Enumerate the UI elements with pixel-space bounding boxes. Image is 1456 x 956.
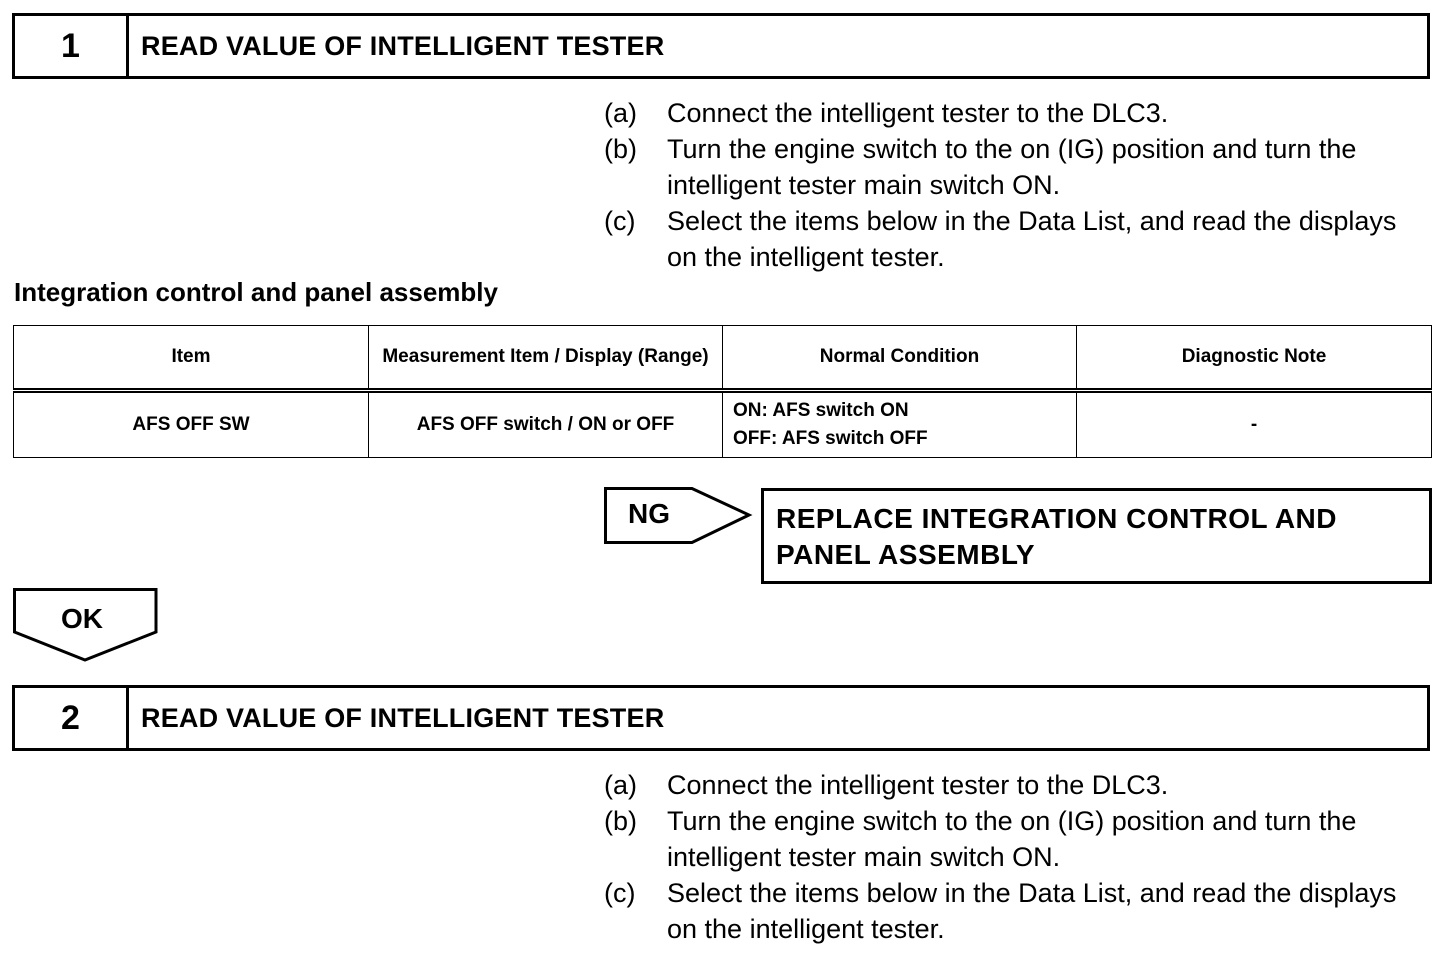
normal-condition-line-2: OFF: AFS switch OFF <box>733 428 928 449</box>
ng-label: NG <box>628 498 670 529</box>
normal-condition-line-1: ON: AFS switch ON <box>733 400 909 421</box>
ng-result-line-2: PANEL ASSEMBLY <box>776 539 1036 570</box>
instruction-label: (a) <box>604 98 637 128</box>
cell-normal-condition <box>723 391 1077 458</box>
step-1-number: 1 <box>15 16 129 76</box>
ok-label: OK <box>61 603 103 634</box>
ng-arrow-shape <box>604 487 754 545</box>
instruction-label: (b) <box>604 134 637 164</box>
step-1-title: READ VALUE OF INTELLIGENT TESTER <box>141 30 665 61</box>
ng-arrow <box>604 487 754 550</box>
cell-diagnostic-note: - <box>1077 391 1432 458</box>
ok-arrow <box>13 588 159 669</box>
instruction-text: Turn the engine switch to the on (IG) position and turn the intelligent tester main switch ON. <box>667 806 1357 872</box>
instruction-text: Connect the intelligent tester to the DLC3. <box>667 98 1169 128</box>
instruction-label: (c) <box>604 878 636 908</box>
instruction-label: (b) <box>604 806 637 836</box>
instruction-label: (a) <box>604 770 637 800</box>
step-1-header <box>12 13 1430 79</box>
step-2-number: 2 <box>15 688 129 748</box>
step-2-header <box>12 685 1430 751</box>
header-item: Item <box>14 326 369 391</box>
instruction-text: Connect the intelligent tester to the DLC3. <box>667 770 1169 800</box>
table-row <box>14 391 1432 458</box>
instruction-label: (c) <box>604 206 636 236</box>
step-2-instructions <box>604 767 1424 947</box>
cell-measurement: AFS OFF switch / ON or OFF <box>369 391 723 458</box>
instruction-a <box>604 95 1424 131</box>
data-list-table <box>13 325 1432 458</box>
ng-result-line-1: REPLACE INTEGRATION CONTROL AND <box>776 503 1337 534</box>
ng-result-box <box>761 488 1432 584</box>
ok-arrow-shape <box>13 588 159 664</box>
instruction-text: Turn the engine switch to the on (IG) position and turn the intelligent tester main switch ON. <box>667 134 1357 200</box>
instruction-c <box>604 875 1424 947</box>
header-measurement: Measurement Item / Display (Range) <box>369 326 723 391</box>
cell-item: AFS OFF SW <box>14 391 369 458</box>
step-1-instructions <box>604 95 1424 275</box>
instruction-b <box>604 803 1424 875</box>
instruction-text: Select the items below in the Data List, and read the displays on the intelligent tester. <box>667 206 1397 272</box>
header-normal-condition: Normal Condition <box>723 326 1077 391</box>
instruction-text: Select the items below in the Data List, and read the displays on the intelligent tester. <box>667 878 1397 944</box>
section-title: Integration control and panel assembly <box>14 277 498 307</box>
step-2-title: READ VALUE OF INTELLIGENT TESTER <box>141 702 665 733</box>
instruction-a <box>604 767 1424 803</box>
instruction-c <box>604 203 1424 275</box>
table-header-row <box>14 326 1432 391</box>
instruction-b <box>604 131 1424 203</box>
header-diagnostic-note: Diagnostic Note <box>1077 326 1432 391</box>
